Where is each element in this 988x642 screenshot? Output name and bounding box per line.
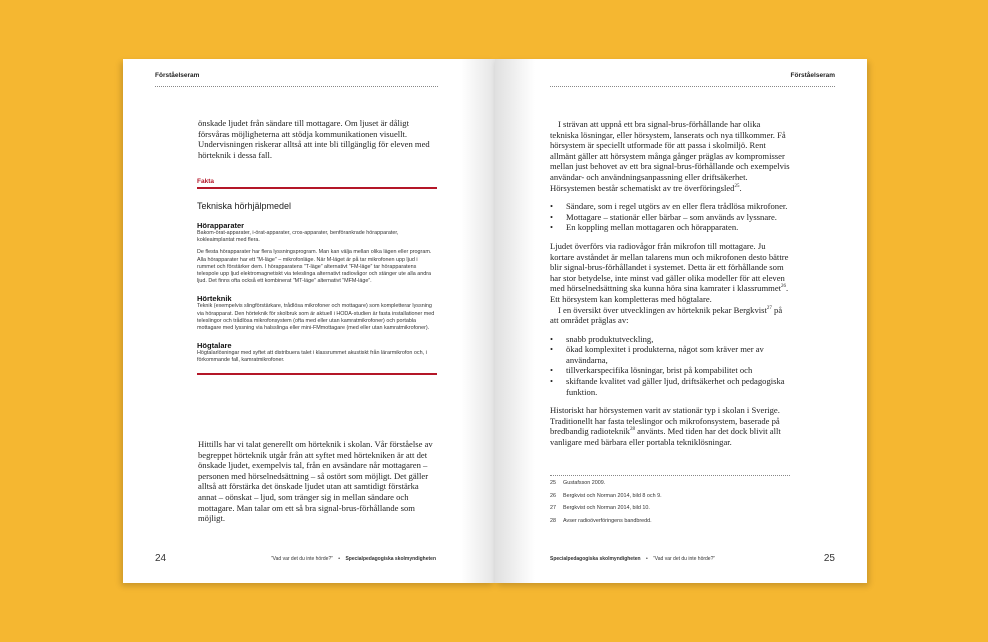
list-item: • Sändare, som i regel utgörs av en eller flera trådlösa mikrofoner. — [550, 201, 790, 212]
fakta-section-horapparater — [197, 221, 437, 285]
footnotes — [550, 475, 790, 530]
left-gutter-shadow — [461, 59, 495, 583]
list-item: • snabb produktutveckling, — [550, 334, 790, 345]
paragraph: Ljudet överförs via radiovågor från mikrofon till mottagare. Ju kortare avståndet är mellan talarens mun och mikrofonen desto bättre blir signal-brus-förhållandet i systemet. Detta är ett förhållande som har stor betydelse, inte minst vad gäller olika modeller för att eleven med hörselnedsättning ska kunna höra sina kamrater i klassrummet$^{26}$. Ett hörsystem kan kompletteras med högtalare. — [550, 240, 789, 304]
fakta-text: Högtalarlösningar med syftet att distribuera talet i klassrummet akustiskt från lärarmikrofon och, i förkommande fall, kamratmikrofoner. — [197, 350, 427, 364]
list-item: • ökad komplexitet i produkterna, något som kräver mer av användarna, — [550, 344, 790, 365]
fakta-box — [197, 178, 437, 375]
footer-org: Specialpedagogiska skolmyndigheten — [550, 556, 641, 562]
fakta-title: Tekniska hörhjälpmedel — [197, 201, 292, 211]
page-number-right: 25 — [823, 553, 835, 564]
footnote: 28 Avser radioöverföringens bandbredd. — [550, 517, 652, 524]
list-item: • skiftande kvalitet vad gäller ljud, driftsäkerhet och pedagogiska funktion. — [550, 376, 790, 397]
footer-title: ”Vad var det du inte hörde?” — [653, 556, 716, 562]
left-footer — [271, 556, 436, 562]
fakta-text: De flesta hörapparater har flera lyssningsprogram. Man kan välja mellan olika lägen eller program. Alla hörapparater har ett ”M-läge” – mikrofonläge. När M-läget är på tar mikrofonen upp ljud i rummet och förstärker dem. I hörapparatens ”T-läge” alternativt ”FM-läge” tar hörapparatens telespole upp ljud elektromagnetiskt via teleslinga alternativt radiovågor och stänger ute alla andra ljud. Det finns ofta också ett kombinerat ”MT-läge” alternativt ”MFM-läge”. — [197, 249, 432, 285]
list-item: • Mottagare – stationär eller bärbar – som används av lyssnare. — [550, 212, 790, 223]
fakta-heading: Högtalare — [197, 341, 232, 351]
footer-separator: • — [338, 556, 341, 562]
right-footer — [550, 556, 715, 562]
right-body-text — [550, 119, 790, 448]
fakta-label: Fakta — [197, 178, 437, 189]
left-page — [123, 59, 495, 583]
bullet-list-transfer — [550, 201, 790, 233]
fakta-heading: Hörapparater — [197, 221, 245, 230]
footnote: 27 Bergkvist och Norman 2014, bild 10. — [550, 505, 650, 511]
footer-title: ”Vad var det du inte hörde?” — [271, 556, 333, 562]
fakta-bottom-rule — [197, 373, 437, 375]
right-running-header: Förståelseram — [790, 72, 835, 79]
footnote: 26 Bergkvist och Norman 2014, bild 8 och 9. — [550, 492, 662, 499]
page-number-left: 24 — [155, 553, 167, 564]
footnote: 25 Gustafsson 2009. — [550, 480, 606, 486]
left-running-header: Förståelseram — [155, 72, 200, 79]
paragraph: I en översikt över utvecklingen av hörteknik pekar Bergkvist$^{27}$ på att området präglas av: — [550, 304, 783, 326]
footer-org: Specialpedagogiska skolmyndigheten — [345, 556, 437, 562]
paragraph: I strävan att uppnå ett bra signal-brus-förhållande har olika tekniska lösningar, eller hörsystem, lanserats och nya tillkommer. Få hörsystem är speciellt utformade för att passa i skolmiljö. Rent allmänt gäller att hörsystem många gånger präglas av kompromisser mellan just behovet av ett bra signal-brus-förhållande och exempelvis användar- och användningsanpassning eller driftsäkerhet. Hörsystemen består schematiskt av tre överföringsled$^{25}$. — [550, 119, 790, 193]
left-intro-paragraph: önskade ljudet från sändare till mottagare. Om ljuset är dåligt försvåras möjligheterna att stödja kommunikationen visuellt. Undervisningen riskerar alltså att inte bli tillgänglig för eleven med hörteknik i dessa fall. — [198, 118, 430, 160]
list-item: • tillverkarspecifika lösningar, brist på kompabilitet och — [550, 365, 790, 376]
bullet-list-characteristics — [550, 334, 790, 398]
right-gutter-shadow — [495, 59, 535, 583]
left-outro-paragraph: Hittills har vi talat generellt om hörteknik i skolan. Vår förståelse av begreppet hörteknik utgår från att syftet med hörtekniken är att det önskade ljudet, exempelvis tal, från en avsändare når mottagaren – personen med hörselnedsättning – så ostört som möjligt. Det gäller alltså att förstärka det önskade ljudet utan att samtidigt förstärka annat – oönskat – ljud, som tränger sig in mellan sändare och mottagare. Man talar om ett så bra signal-brus-förhållande som möjligt. — [198, 439, 433, 524]
right-header-rule — [550, 86, 835, 87]
left-header-rule — [155, 86, 438, 87]
paragraph: Historiskt har hörsystemen varit av stationär typ i skolan i Sverige. Traditionellt har fasta teleslingor och mikrofonsystem, baserade på bredbandig radioteknik$^{28}$ använts. Med tiden har det dock blivit allt vanligare med bärbara eller portabla tekniklösningar. — [550, 405, 781, 448]
fakta-text: Bakom-örat-apparater, i-örat-apparater, cros-apparater, benförankrade hörapparater, kokleaimplantat med flera. — [197, 230, 399, 244]
fakta-section-horteknik — [197, 294, 437, 332]
right-page — [495, 59, 867, 583]
list-item: • En koppling mellan mottagaren och hörapparaten. — [550, 222, 790, 233]
fakta-section-hogtalare — [197, 341, 437, 364]
fakta-heading: Hörteknik — [197, 294, 232, 304]
fakta-text: Teknik (exempelvis slingförstärkare, trådlösa mikrofoner och mottagare) som kompletterar lyssning via hörapparat. Den hörteknik för skolbruk som är aktuell i HODA-studien är fasta installationer med teleslingor och trådlösa mikrofonsystem (ofta med eller utan kamratmikrofoner) och portabla mottagare med lyssning via halsslinga eller mini-FMmottagare (med eller utan kamratmikrofoner). — [197, 303, 435, 332]
footer-separator: • — [645, 556, 648, 562]
